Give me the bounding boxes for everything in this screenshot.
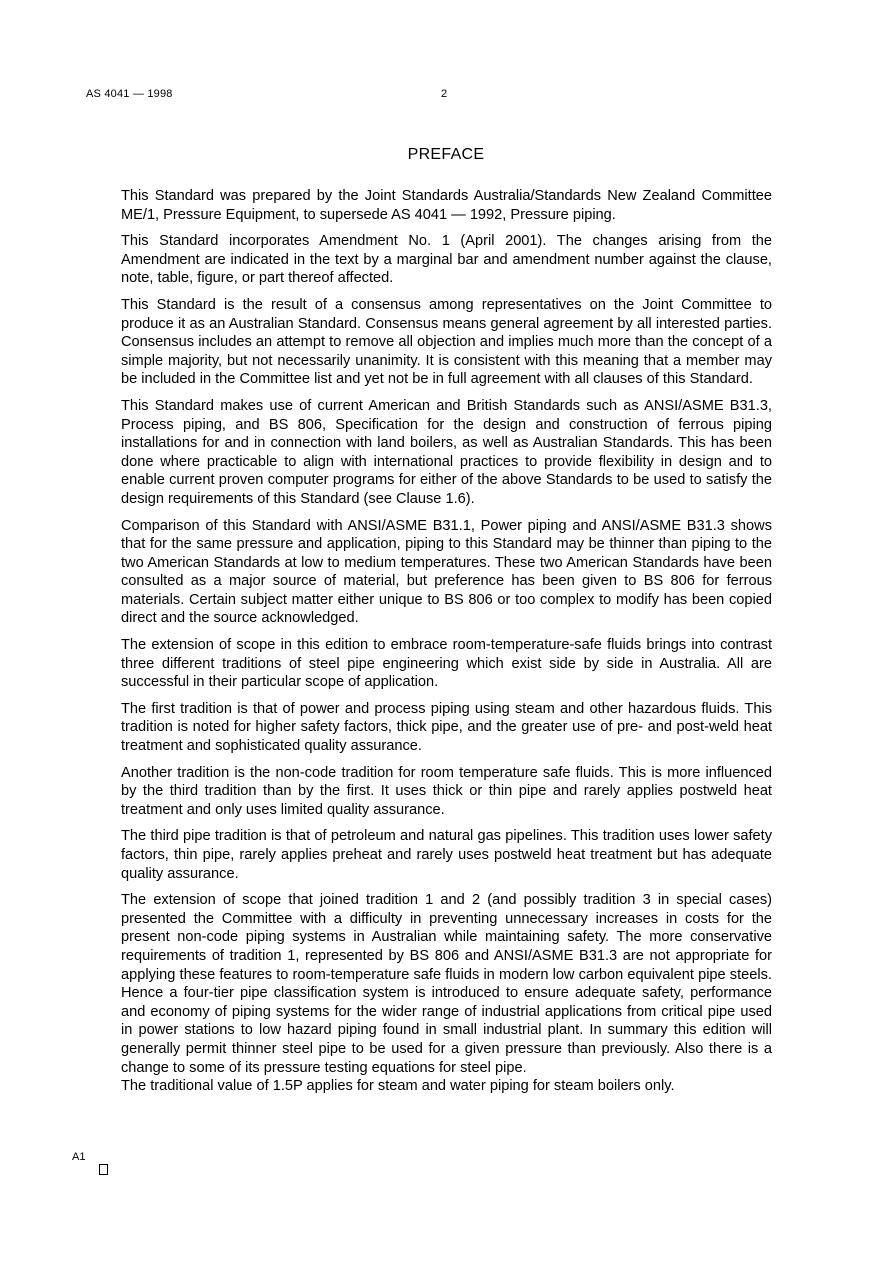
paragraph-1: This Standard was prepared by the Joint Standards Australia/Standards New Zealand Committee ME/1, Pressure Equipment, to supersede AS 4041 — 1992, Pressure piping.	[121, 188, 772, 223]
page-title: PREFACE	[407, 146, 485, 163]
paragraph-8: Another tradition is the non-code tradition for room temperature safe fluids. This is more influenced by the third tradition than by the first. It uses thick or thin pipe and rarely applies postweld heat treatment and only uses limited quality assurance.	[121, 764, 772, 818]
paragraph-5: Comparison of this Standard with ANSI/ASME B31.1, Power piping and ANSI/ASME B31.3 shows that for the same pressure and application, piping to this Standard may be thinner than piping to the two American Standards at low to medium temperatures. These two American Standards have been consulted as a major source of material, but preference has been given to BS 806 for ferrous materials. Certain subject matter either unique to BS 806 or too complex to modify has been copied direct and the source acknowledged.	[121, 517, 772, 627]
amendment-marker: A1	[72, 1151, 86, 1163]
paragraph-6: The extension of scope in this edition to embrace room-temperature-safe fluids brings into contrast three different traditions of steel pipe engineering which exist side by side in Australia. All are successful in their particular scope of application.	[121, 637, 772, 691]
amendment-text: The traditional value of 1.5P applies for steam and water piping for steam boilers only.	[121, 1078, 675, 1095]
header-page-number: 2	[441, 88, 448, 100]
paragraph-9: The third pipe tradition is that of petroleum and natural gas pipelines. This tradition uses lower safety factors, thin pipe, rarely applies preheat and rarely uses postweld heat treatment but has adequate quality assurance.	[121, 828, 772, 882]
marginal-bar-icon	[99, 1164, 108, 1175]
paragraph-7: The first tradition is that of power and process piping using steam and other hazardous fluids. This tradition is noted for higher safety factors, thick pipe, and the greater use of pre- and post-weld heat treatment and sophisticated quality assurance.	[121, 700, 772, 755]
paragraph-4: This Standard makes use of current American and British Standards such as ANSI/ASME B31.3, Process piping, and BS 806, Specification for the design and construction of ferrous piping installations for and in connection with land boilers, as well as Australian Standards. This has been done where practicable to align with international practices to provide flexibility in design and to enable current proven computer programs for either of the above Standards to be used to satisfy the design requirements of this Standard (see Clause 1.6).	[121, 397, 772, 507]
paragraph-2: This Standard incorporates Amendment No. 1 (April 2001). The changes arising from the Amendment are indicated in the text by a marginal bar and amendment number against the clause, note, table, figure, or part thereof affected.	[121, 233, 772, 287]
paragraph-3: This Standard is the result of a consensus among representatives on the Joint Committee to produce it as an Australian Standard. Consensus means general agreement by all interested parties. Consensus includes an attempt to remove all objection and implies much more than the concept of a simple majority, but not necessarily unanimity. It is consistent with this meaning that a member may be included in the Committee list and yet not be in full agreement with all clauses of this Standard.	[121, 296, 772, 388]
preface-body	[121, 187, 772, 1096]
header-standard-id: AS 4041 — 1998	[86, 88, 173, 100]
paragraph-10: The extension of scope that joined tradition 1 and 2 (and possibly tradition 3 in special cases) presented the Committee with a difficulty in preventing unnecessary increases in costs for the present non-code piping systems in Australian while maintaining safety. The more conservative requirements of tradition 1, represented by BS 806 and ANSI/ASME B31.3 are not appropriate for applying these features to room-temperature safe fluids in modern low carbon equivalent pipe steels. Hence a four-tier pipe classification system is introduced to ensure adequate safety, performance and economy of piping systems for the wider range of industrial applications from critical pipe used in power stations to low hazard piping found in small industrial plant. In summary this edition will generally permit thinner steel pipe to be used for a given pressure than previously. Also there is a change to some of its pressure testing equations for steel pipe.	[121, 892, 772, 1076]
